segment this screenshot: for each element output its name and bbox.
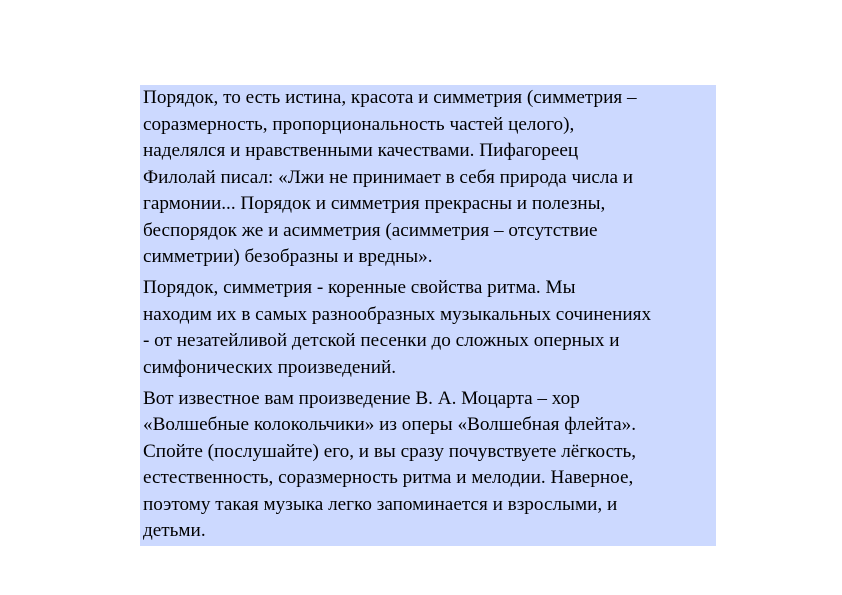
- paragraph-line: Спойте (послушайте) его, и вы сразу почувствуете лёгкость,: [143, 440, 637, 462]
- paragraph-line: Филолай писал: «Лжи не принимает в себя природа числа и: [143, 166, 634, 188]
- paragraph-line: детьми.: [143, 520, 206, 541]
- paragraph-line: наделялся и нравственными качествами. Пифагореец: [143, 140, 579, 161]
- paragraph-line: естественность, соразмерность ритма и мелодии. Наверное,: [143, 467, 634, 488]
- paragraph-line: симметрии) безобразны и вредны».: [143, 246, 433, 267]
- paragraph-line: Порядок, то есть истина, красота и симметрия (симметрия –: [143, 87, 637, 108]
- paragraph-line: симфонических произведений.: [143, 356, 397, 378]
- paragraph-line: беспорядок же и асимметрия (асимметрия – отсутствие: [143, 219, 598, 241]
- paragraph-2: [143, 275, 716, 381]
- paragraph-line: поэтому такая музыка легко запоминается и взрослыми, и: [143, 493, 618, 515]
- paragraph-3: [143, 386, 716, 545]
- paragraph-1: [143, 85, 716, 271]
- paragraph-line: «Волшебные колокольчики» из оперы «Волшебная флейта».: [143, 414, 637, 435]
- paragraph-line: находим их в самых разнообразных музыкальных сочинениях: [143, 303, 652, 325]
- paragraph-line: Вот известное вам произведение В. А. Моцарта – хор: [143, 387, 580, 409]
- paragraph-line: Порядок, симметрия - коренные свойства ритма. Мы: [143, 277, 576, 298]
- paragraph-line: соразмерность, пропорциональность частей целого),: [143, 113, 575, 135]
- paragraph-line: - от незатейливой детской песенки до сложных оперных и: [143, 330, 620, 351]
- paragraph-line: гармонии... Порядок и симметрия прекрасны и полезны,: [143, 193, 606, 214]
- text-block: [140, 85, 716, 546]
